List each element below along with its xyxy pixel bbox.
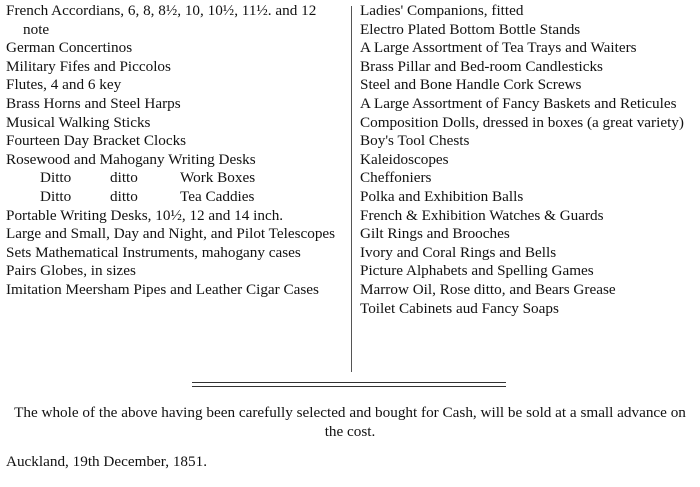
column-divider: [351, 6, 352, 372]
list-item: Military Fifes and Piccolos: [6, 57, 171, 75]
list-item: German Concertinos: [6, 39, 133, 57]
list-item: Gilt Rings and Brooches: [360, 225, 510, 243]
list-item: Portable Writing Desks, 10½, 12 and 14 inch.: [6, 206, 284, 224]
ditto-cell: ditto: [110, 169, 138, 187]
ditto-cell: ditto: [110, 187, 138, 205]
list-item: French Accordians, 6, 8, 8½, 10, 10½, 11½. and 12 note: [6, 2, 317, 38]
list-item: Electro Plated Bottom Bottle Stands: [360, 20, 581, 38]
list-item: Kaleidoscopes: [360, 150, 449, 168]
list-item: Ladies' Companions, fitted: [360, 2, 524, 19]
left-column: [6, 2, 346, 300]
list-item: Musical Walking Sticks: [6, 113, 151, 131]
list-item: Flutes, 4 and 6 key: [6, 76, 122, 94]
list-item: Polka and Exhibition Balls: [360, 187, 524, 205]
list-item: Pairs Globes, in sizes: [6, 262, 136, 280]
ditto-item: Tea Caddies: [180, 187, 255, 205]
ditto-row: [6, 188, 346, 207]
list-item: Sets Mathematical Instruments, mahogany cases: [6, 243, 301, 261]
list-item: Brass Pillar and Bed-room Candlesticks: [360, 57, 603, 75]
ditto-item: Work Boxes: [180, 169, 256, 187]
list-item: Rosewood and Mahogany Writing Desks: [6, 150, 256, 168]
list-item: Fourteen Day Bracket Clocks: [6, 132, 187, 150]
list-item: A Large Assortment of Tea Trays and Waiters: [360, 39, 637, 57]
ditto-cell: Ditto: [40, 187, 72, 205]
list-item: Composition Dolls, dressed in boxes (a great variety): [360, 113, 684, 131]
list-item: Steel and Bone Handle Cork Screws: [360, 76, 582, 94]
list-item: A Large Assortment of Fancy Baskets and Reticules: [360, 94, 677, 112]
double-rule: [192, 382, 506, 390]
list-item: Large and Small, Day and Night, and Pilot Telescopes: [6, 225, 336, 243]
list-item: Toilet Cabinets aud Fancy Soaps: [360, 299, 559, 317]
ditto-cell: Ditto: [40, 169, 72, 187]
dateline: Auckland, 19th December, 1851.: [6, 453, 207, 470]
list-item: Boy's Tool Chests: [360, 132, 470, 150]
right-column: [360, 2, 698, 318]
list-item: Brass Horns and Steel Harps: [6, 94, 181, 112]
list-item: Imitation Meersham Pipes and Leather Cigar Cases: [6, 280, 319, 298]
list-item: Picture Alphabets and Spelling Games: [360, 262, 594, 280]
rule-line: [192, 386, 506, 387]
footer-notice: The whole of the above having been carefully selected and bought for Cash, will be sold at a small advance on the cost.: [14, 404, 686, 440]
list-item: Marrow Oil, Rose ditto, and Bears Grease: [360, 280, 616, 298]
rule-line: [192, 382, 506, 383]
list-item: French & Exhibition Watches & Guards: [360, 206, 604, 224]
list-item: Cheffoniers: [360, 169, 432, 187]
ditto-row: [6, 169, 346, 188]
list-item: Ivory and Coral Rings and Bells: [360, 243, 557, 261]
